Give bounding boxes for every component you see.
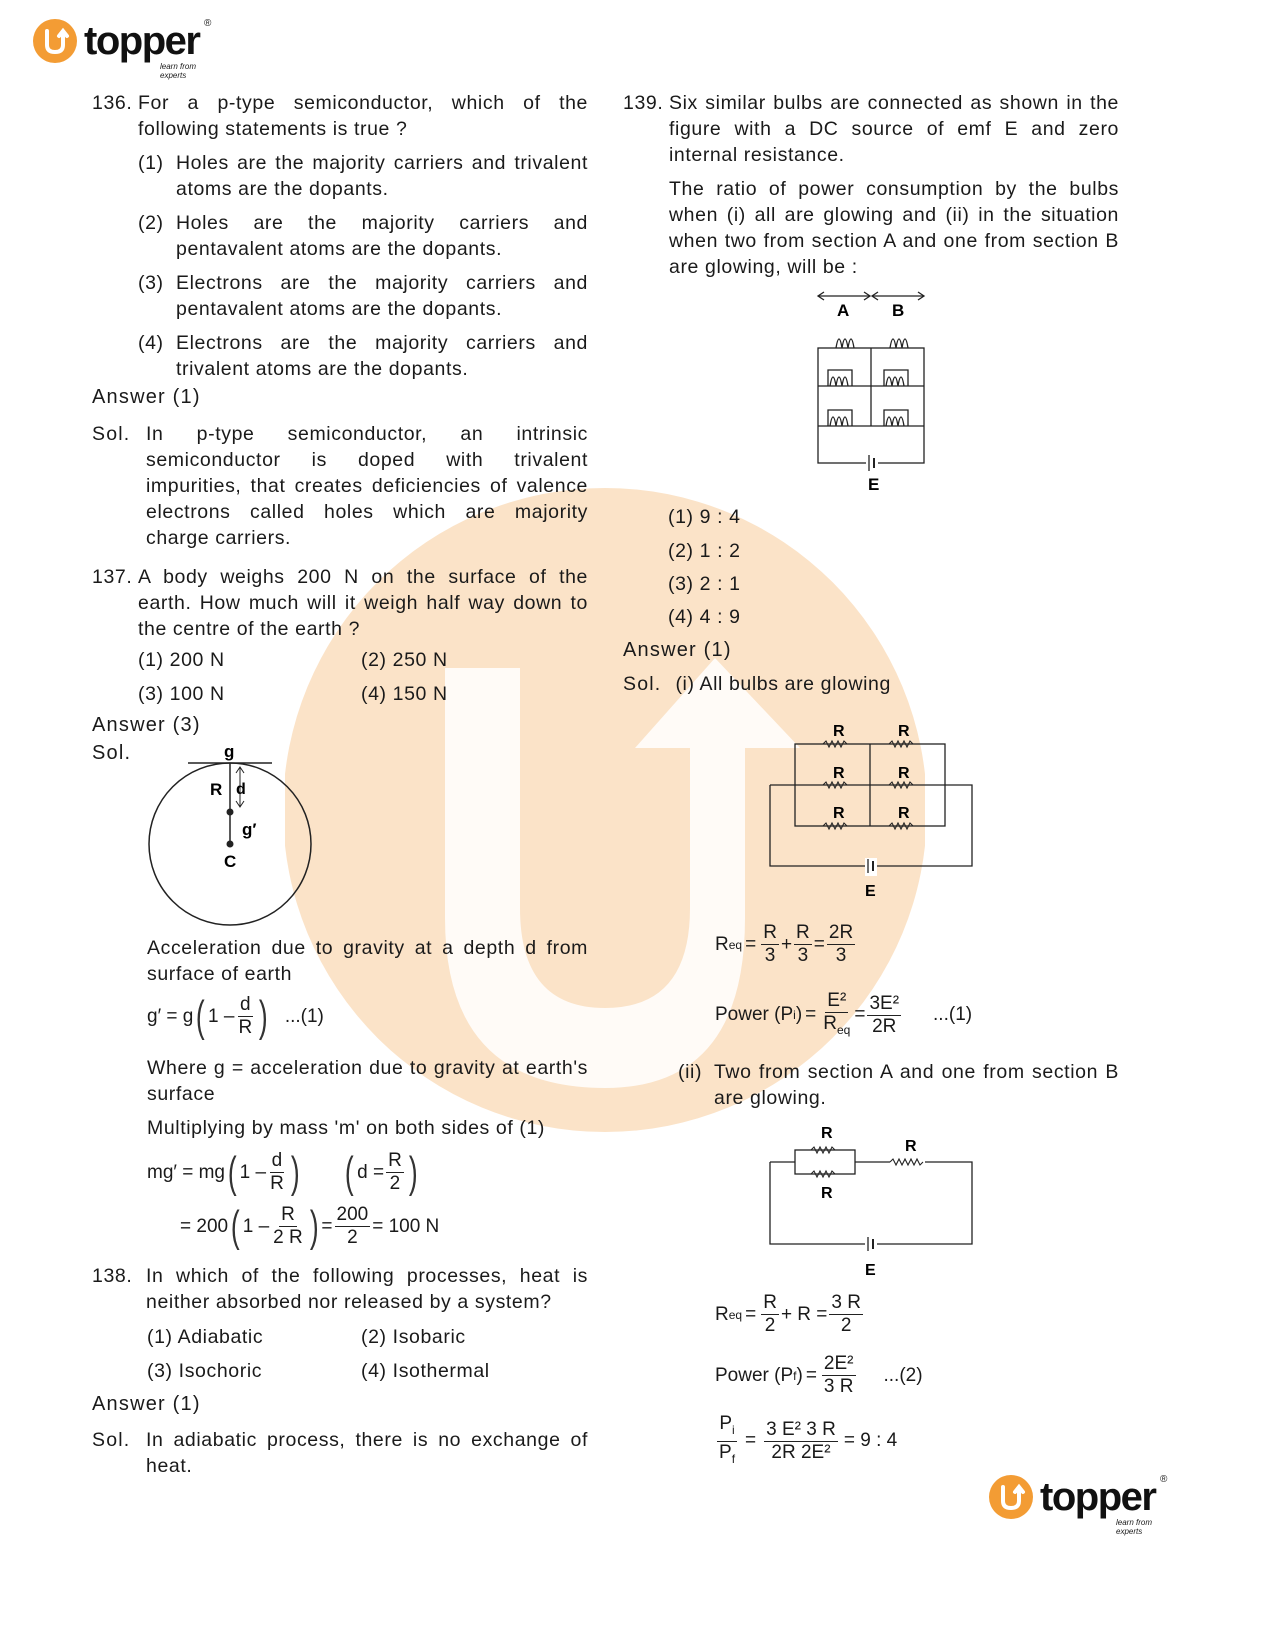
numerator: P — [719, 1413, 733, 1434]
denominator: 2R — [872, 1015, 897, 1037]
eq-sign: = — [321, 1215, 333, 1237]
eq-lhs: = 200 — [180, 1215, 229, 1237]
eq-sign: = — [805, 1004, 817, 1026]
eq-rhs: = 9 : 4 — [843, 1430, 898, 1452]
option-text: Isothermal — [392, 1360, 490, 1382]
brand-tagline: learn from experts — [1116, 1518, 1153, 1536]
option-4[interactable] — [668, 604, 741, 630]
option-number: (1) — [668, 506, 694, 528]
solution-138 — [92, 1427, 588, 1479]
solution-139-part-2 — [678, 1059, 1119, 1111]
numerator: 3E² — [869, 992, 900, 1014]
numerator: 200 — [336, 1204, 369, 1225]
power-label: Power (P — [715, 1004, 794, 1026]
denominator: 3 — [764, 945, 776, 966]
question-number: 137. — [92, 566, 133, 588]
option-3[interactable] — [138, 681, 225, 707]
section-B-label: B — [892, 301, 905, 320]
option-text: Holes are the majority carriers and pentavalent atoms are the dopants. — [176, 212, 588, 260]
solution-136 — [92, 421, 588, 551]
option-text: Adiabatic — [177, 1326, 264, 1348]
numerator: R — [763, 1292, 777, 1313]
option-text: 200 N — [169, 649, 225, 671]
eq-sign: = — [745, 933, 757, 955]
numerator: R — [281, 1204, 295, 1225]
denominator: R — [823, 1013, 837, 1034]
part-2-number: (ii) — [678, 1061, 703, 1083]
label-g-prime: g′ — [242, 820, 257, 839]
option-text: 2 : 1 — [699, 573, 741, 595]
answer-138: Answer (1) — [92, 1393, 201, 1415]
power-initial — [715, 990, 972, 1041]
eq-lhs: R — [715, 933, 729, 955]
fraction — [386, 1150, 404, 1195]
fraction — [867, 993, 901, 1038]
numerator: E² — [827, 990, 847, 1011]
fraction — [717, 1413, 737, 1470]
earth-depth-figure — [140, 740, 320, 930]
answer-137: Answer (3) — [92, 714, 201, 736]
resistor-label: R — [821, 1185, 833, 1202]
eq-plus: + R = — [780, 1303, 828, 1325]
resistor-label: R — [833, 805, 845, 822]
option-4[interactable] — [361, 681, 448, 707]
question-138 — [92, 1263, 588, 1315]
depth-point — [227, 809, 234, 816]
centre-point — [227, 841, 234, 848]
solution-line-3: Multiplying by mass 'm' on both sides of (1) — [147, 1117, 545, 1139]
question-text: In which of the following processes, heat is neither absorbed nor released by a system? — [146, 1265, 588, 1313]
eq-lhs: g′ = g — [147, 1005, 194, 1027]
numerator: d — [240, 994, 251, 1015]
numerator: 3 E² 3 R — [766, 1418, 836, 1440]
option-4[interactable] — [138, 330, 588, 382]
numerator: R — [388, 1150, 402, 1171]
section-A-label: A — [837, 301, 850, 320]
label-R: R — [210, 780, 223, 799]
emf-label: E — [865, 883, 876, 900]
numerator: R — [763, 922, 777, 943]
eq-sub: f — [731, 1451, 736, 1466]
answer-136: Answer (1) — [92, 386, 201, 408]
option-number: (4) — [668, 606, 694, 628]
option-number: (3) — [138, 683, 164, 705]
numerator: R — [796, 922, 810, 943]
denominator: 2 — [347, 1227, 358, 1248]
eq-bracket: ) — [795, 1004, 803, 1026]
answer-139: Answer (1) — [623, 639, 732, 661]
label-C: C — [224, 852, 237, 871]
fraction — [822, 1353, 856, 1398]
option-number: (3) — [147, 1360, 173, 1382]
equation-3: = 200 ( 1 – $\frac{R}{2 R}$ ) = $\frac{200}{2}$ = 100 N — [180, 1201, 440, 1251]
power-final — [715, 1353, 923, 1398]
eq-tag: ...(2) — [883, 1364, 923, 1386]
resistor-circuit-all — [765, 718, 980, 903]
option-text: 250 N — [392, 649, 448, 671]
fraction — [335, 1204, 371, 1249]
resistor-label: R — [833, 723, 845, 740]
eq-rhs: = 100 N — [372, 1215, 440, 1237]
option-4[interactable] — [361, 1358, 490, 1384]
fraction — [827, 922, 855, 967]
topper-logo — [32, 18, 212, 80]
denominator: 3 — [835, 945, 847, 966]
sol-label: Sol. — [92, 423, 131, 445]
brand-name: topper — [1040, 1474, 1156, 1519]
question-136 — [92, 90, 588, 382]
eq-sub: f — [793, 1368, 797, 1383]
resistor-label: R — [833, 765, 845, 782]
option-3[interactable] — [668, 571, 741, 597]
equivalent-resistance-1 — [715, 922, 857, 967]
eq-lhs: R — [715, 1303, 729, 1325]
options-list — [138, 150, 588, 382]
option-3[interactable] — [147, 1358, 262, 1384]
denominator: 2 — [389, 1173, 401, 1194]
option-number: (1) — [138, 152, 164, 174]
registered-mark: ® — [204, 18, 212, 29]
eq-sub: eq — [728, 1307, 743, 1322]
option-number: (4) — [361, 1360, 387, 1382]
numerator: 3 R — [831, 1292, 861, 1313]
brand-tagline: learn from experts — [160, 62, 197, 80]
option-text: 150 N — [392, 683, 448, 705]
option-number: (2) — [668, 540, 694, 562]
topper-logo-icon — [988, 1474, 1034, 1520]
part-1-heading: (i) All bulbs are glowing — [675, 673, 891, 695]
denominator: 3 — [797, 945, 809, 966]
option-number: (3) — [138, 272, 164, 294]
eq-sub: eq — [728, 937, 743, 952]
option-2[interactable] — [361, 647, 448, 673]
option-text: 4 : 9 — [699, 606, 741, 628]
sol-label: Sol. — [92, 742, 132, 764]
option-text: Holes are the majority carriers and trivalent atoms are the dopants. — [176, 152, 588, 200]
eq-sign: = — [745, 1303, 757, 1325]
question-number: 139. — [623, 92, 664, 114]
condition-lhs: d = — [357, 1161, 385, 1183]
label-d: d — [236, 781, 246, 798]
denominator: 2 — [840, 1315, 852, 1336]
question-text: A body weighs 200 N on the surface of the earth. How much will it weigh half way down to the centre of the earth ? — [138, 566, 588, 640]
resistor-label: R — [898, 723, 910, 740]
eq-term: 1 – — [242, 1215, 270, 1237]
fraction — [271, 1204, 305, 1249]
eq-tag: ...(1) — [284, 1005, 324, 1027]
resistor-label: R — [898, 805, 910, 822]
eq-sub: eq — [836, 1022, 851, 1037]
eq-lhs: mg′ = mg — [147, 1161, 226, 1183]
power-label: Power (P — [715, 1364, 794, 1386]
eq-sign: = — [854, 1004, 866, 1026]
option-1[interactable] — [138, 150, 588, 202]
option-number: (2) — [361, 649, 387, 671]
solution-text: In adiabatic process, there is no exchange of heat. — [146, 1429, 588, 1477]
option-number: (3) — [668, 573, 694, 595]
solution-line-2: Where g = acceleration due to gravity at earth's surface — [147, 1057, 588, 1105]
eq-term: 1 – — [239, 1161, 267, 1183]
resistor-label: R — [905, 1138, 917, 1155]
bulb-circuit-figure — [810, 286, 940, 496]
fraction — [761, 1292, 779, 1337]
question-text-2: The ratio of power consumption by the bulbs when (i) all are glowing and (ii) in the situation when two from section A and one from section B are glowing, will be : — [669, 178, 1119, 278]
registered-mark: ® — [1160, 1474, 1168, 1485]
option-number: (4) — [138, 332, 164, 354]
denominator: P — [719, 1441, 732, 1463]
option-number: (1) — [147, 1326, 173, 1348]
denominator: 2R 2E² — [771, 1441, 831, 1463]
question-number: 138. — [92, 1265, 133, 1287]
resistor-label: R — [898, 765, 910, 782]
question-139 — [623, 90, 1119, 280]
eq-tag: ...(1) — [933, 1004, 973, 1026]
fraction — [829, 1292, 863, 1337]
option-text: Isochoric — [178, 1360, 263, 1382]
fraction — [236, 994, 254, 1039]
option-text: Electrons are the majority carriers and pentavalent atoms are the dopants. — [176, 272, 588, 320]
question-137 — [92, 564, 588, 642]
option-3[interactable] — [138, 270, 588, 322]
denominator: 2 R — [273, 1227, 303, 1248]
fraction — [268, 1150, 286, 1195]
eq-plus: + — [780, 933, 793, 955]
topper-logo-icon — [32, 18, 78, 64]
fraction — [764, 1419, 838, 1464]
brand-name: topper — [84, 18, 200, 63]
solution-text: In p-type semiconductor, an intrinsic semiconductor is doped with trivalent impurities, that creates deficiencies of valence electrons called holes which are majority charge carriers. — [146, 423, 588, 549]
eq-term: 1 – — [208, 1005, 235, 1027]
option-text: 1 : 2 — [699, 540, 741, 562]
fraction — [794, 922, 812, 967]
option-1[interactable] — [138, 647, 225, 673]
solution-line-1: Acceleration due to gravity at a depth d from surface of earth — [147, 937, 588, 985]
option-text: 100 N — [169, 683, 225, 705]
numerator: 2R — [828, 922, 854, 943]
sol-label: Sol. — [92, 1429, 131, 1451]
question-text: Six similar bulbs are connected as shown in the figure with a DC source of emf E and zero internal resistance. — [669, 92, 1119, 166]
option-2[interactable] — [138, 210, 588, 262]
option-1[interactable] — [668, 504, 741, 530]
option-number: (2) — [361, 1326, 387, 1348]
option-text: 9 : 4 — [699, 506, 741, 528]
equation-2: mg′ = mg ( 1 – $\frac{d}{R}$ ) ( d = $\frac{R}{2}$ ) — [147, 1147, 418, 1197]
option-1[interactable] — [147, 1324, 263, 1350]
question-number: 136. — [92, 92, 133, 114]
emf-label: E — [865, 1262, 876, 1279]
question-text: For a p-type semiconductor, which of the following statements is true ? — [138, 92, 588, 140]
resistor-circuit-partial — [765, 1120, 980, 1280]
label-g: g — [224, 742, 235, 761]
sol-label: Sol. — [623, 673, 662, 695]
equivalent-resistance-2 — [715, 1292, 865, 1337]
eq-sub: i — [793, 1008, 796, 1023]
eq-sign: = — [805, 1364, 817, 1386]
eq-sign: = — [813, 933, 825, 955]
numerator: 2E² — [823, 1353, 854, 1374]
emf-label: E — [868, 475, 880, 494]
resistor-label: R — [821, 1125, 833, 1142]
denominator: R — [238, 1017, 253, 1038]
equation-1: g′ = g ( 1 – $\frac{d}{R}$ ) ...(1) — [147, 991, 324, 1041]
option-number: (2) — [138, 212, 164, 234]
part-2-heading: Two from section A and one from section B are glowing. — [714, 1061, 1119, 1109]
denominator: 2 — [764, 1315, 776, 1336]
fraction — [821, 990, 852, 1041]
option-number: (4) — [361, 683, 387, 705]
option-2[interactable] — [668, 538, 741, 564]
option-2[interactable] — [361, 1324, 466, 1350]
topper-logo-footer — [988, 1474, 1168, 1536]
fraction — [761, 922, 779, 967]
eq-sign: = — [745, 1430, 757, 1452]
power-ratio — [715, 1413, 897, 1470]
eq-sub: i — [732, 1422, 735, 1437]
eq-bracket: ) — [796, 1364, 803, 1386]
option-number: (1) — [138, 649, 164, 671]
solution-139-part-1 — [623, 671, 891, 697]
denominator: 3 R — [823, 1376, 854, 1397]
option-text: Isobaric — [392, 1326, 466, 1348]
option-text: Electrons are the majority carriers and trivalent atoms are the dopants. — [176, 332, 588, 380]
numerator: d — [271, 1150, 283, 1171]
denominator: R — [270, 1173, 284, 1194]
